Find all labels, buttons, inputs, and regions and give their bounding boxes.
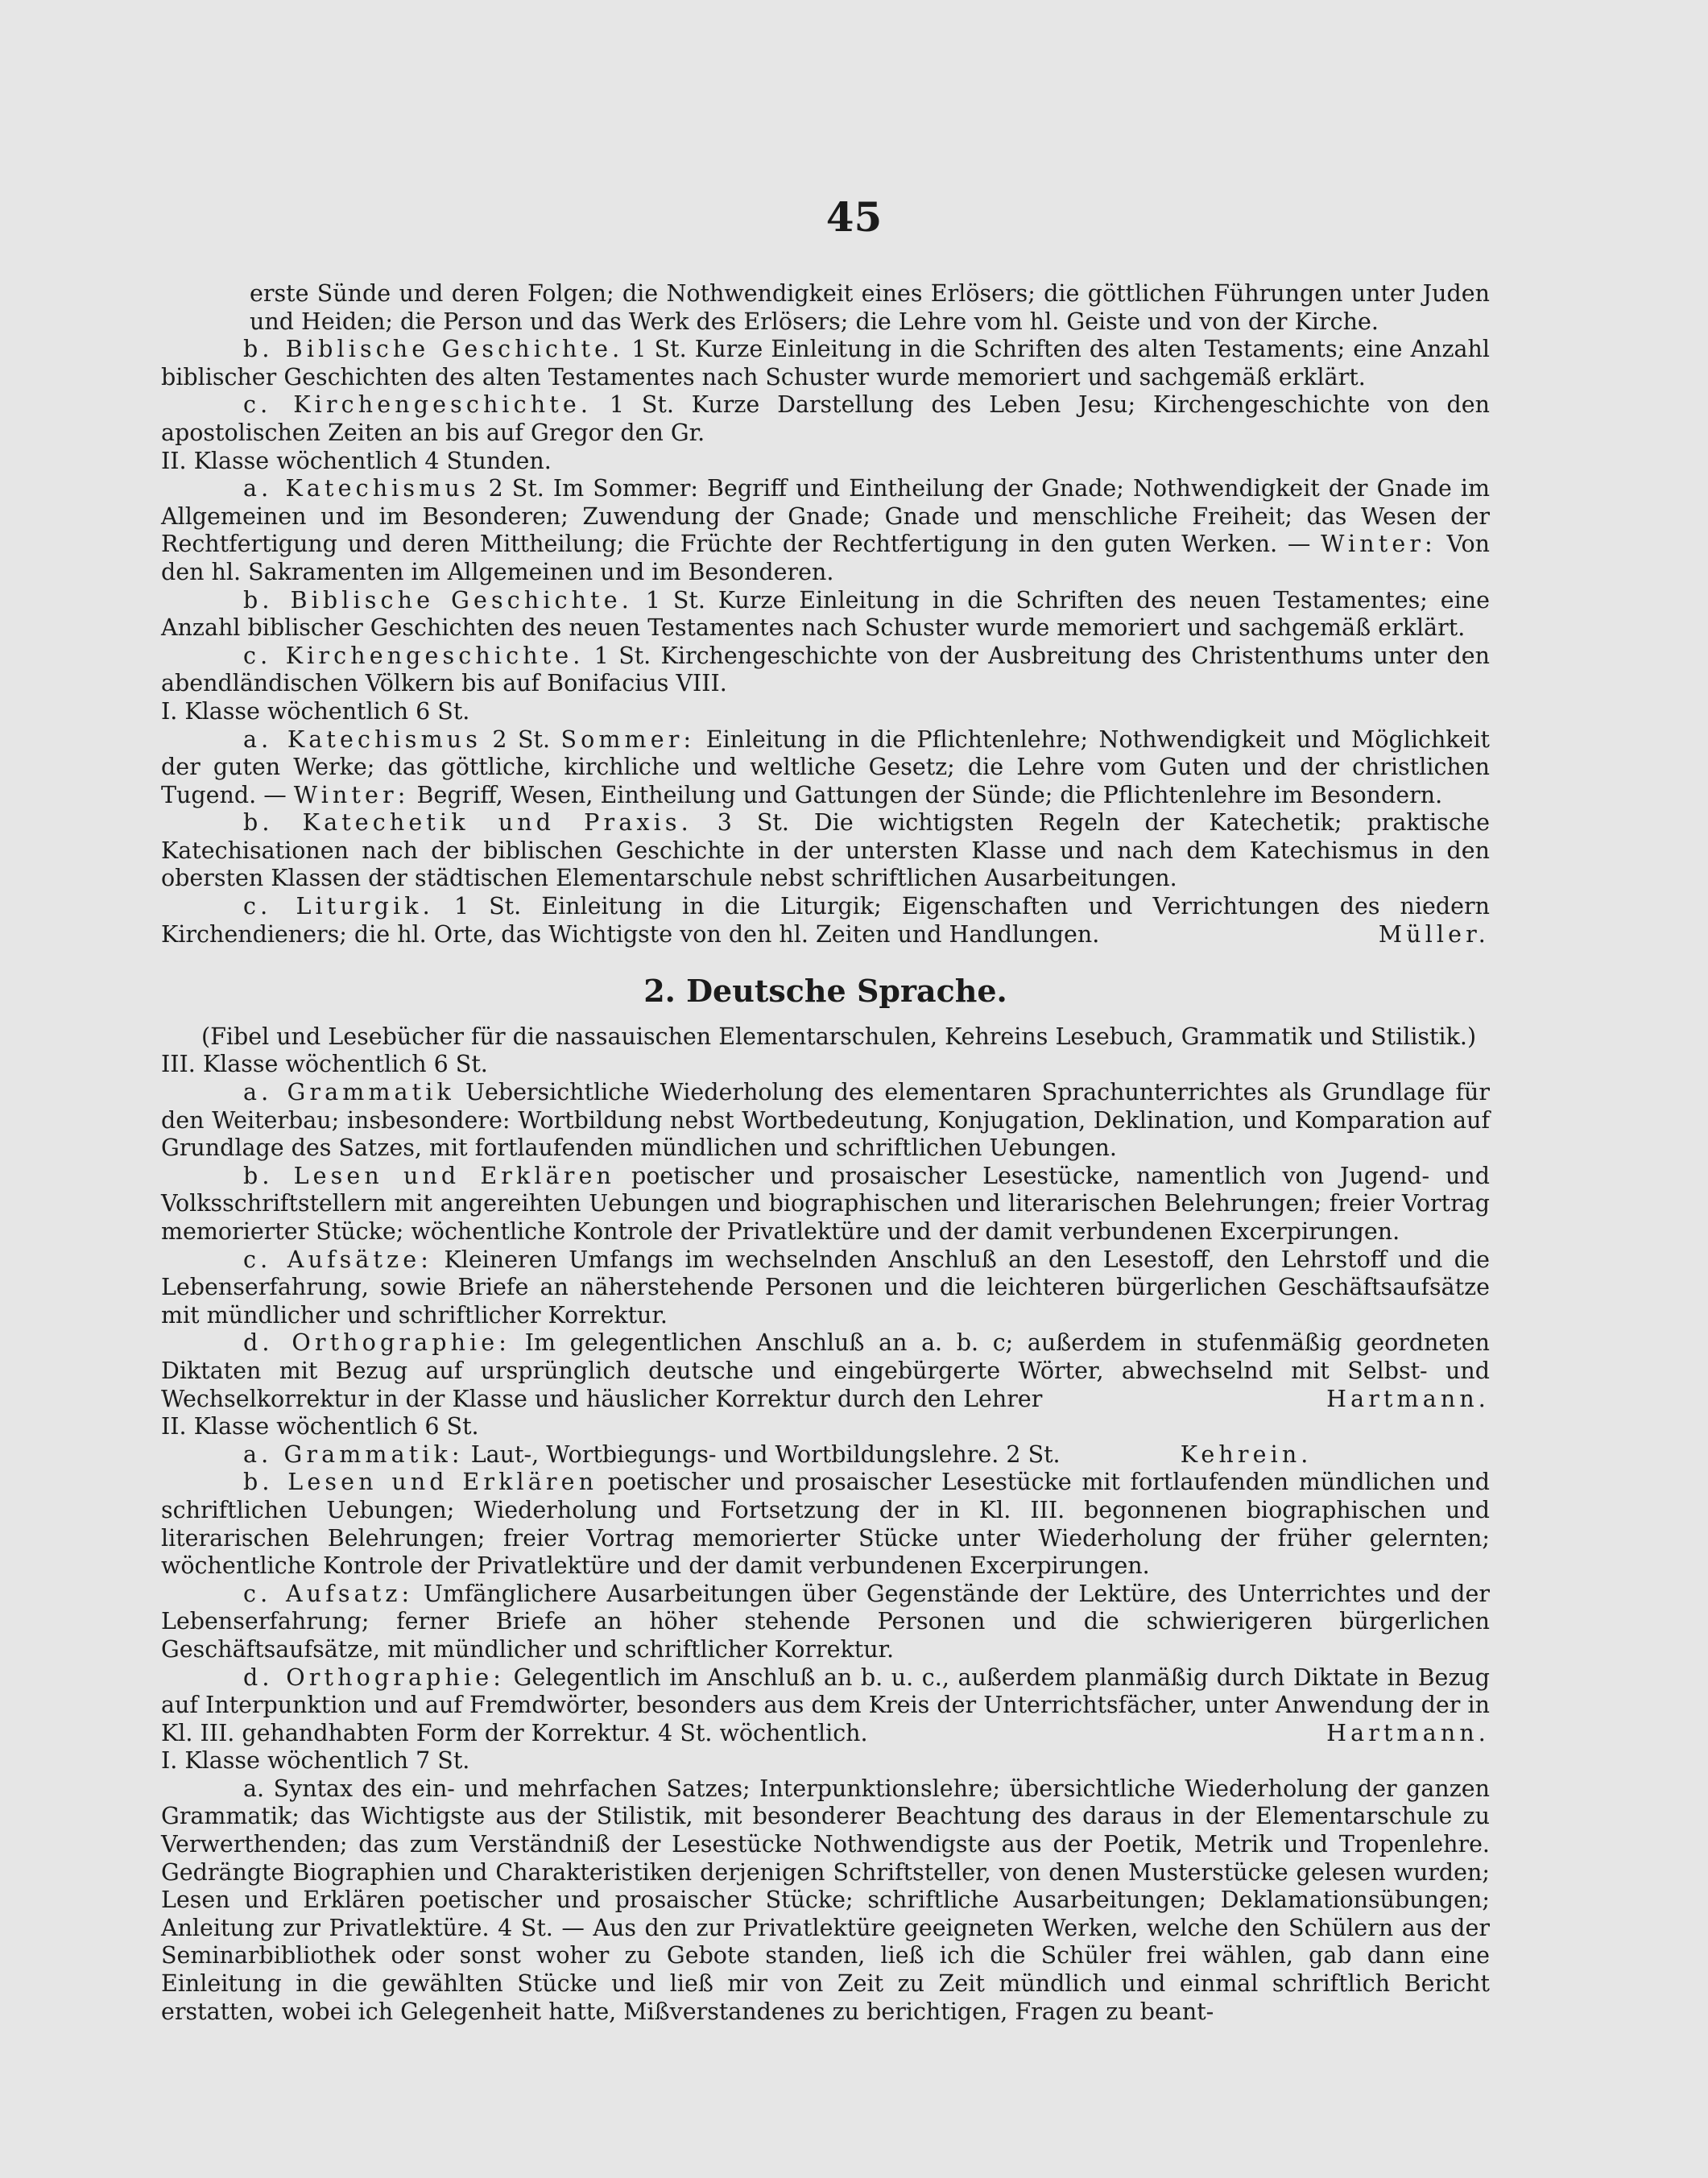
paragraph-grammatik-3: [161, 1079, 1490, 1163]
subject-heading: b. Biblische Geschichte.: [243, 336, 624, 363]
class-heading-ii: II. Klasse wöchentlich 4 Stunden.: [161, 447, 552, 474]
subject-text: 2 St. Im Sommer: Begriff und Eintheilung der Gnade; Nothwendigkeit der Gnade im Allgemeinen und im Besonderen; Zuwendung der Gnade; Gnade und menschliche Freiheit; das Wesen der Rechtfertigung und deren Mittheilung; die Früchte der Rechtfertigung in den guten Werken. —: [161, 475, 1490, 558]
author-name: Kehrein.: [1180, 1440, 1313, 1468]
paragraph-biblische-geschichte-2: [161, 587, 1490, 643]
class-heading-i-deutsch: I. Klasse wöchentlich 7 St.: [161, 1747, 470, 1775]
subject-text: poetischer und prosaischer Lesestücke mit fortlaufenden mündlichen und schriftlichen Uebungen; Wiederholung und Fortsetzung der in Kl. III. begonnenen biographischen und literarischen Belehrungen; freier Vortrag memorierter Stücke unter Wiederholung der früher gelernten; wöchentliche Kontrole der Privatlektüre und der damit verbundenen Excerpirungen.: [161, 1469, 1490, 1580]
paragraph-kirchengeschichte-3: [161, 391, 1490, 447]
paragraph-orthographie-2: [161, 1664, 1490, 1748]
paragraph-lesen-2: [161, 1469, 1490, 1580]
subject-text: Einleitung in die Pflichtenlehre; Nothwendigkeit und Möglichkeit der guten Werke; das göttliche, kirchliche und weltliche Gesetz; die Lehre vom Guten und der christlichen Tugend. —: [161, 725, 1491, 808]
subject-text: Laut-, Wortbiegungs- und Wortbildungslehre. 2 St.: [470, 1440, 1061, 1468]
class-heading-i: I. Klasse wöchentlich 6 St.: [161, 697, 470, 725]
author-name: Müller.: [1378, 920, 1490, 948]
season-label: Sommer:: [560, 725, 696, 753]
subject-heading: c. Liturgik.: [243, 893, 434, 920]
subject-heading: a. Katechismus: [243, 725, 482, 753]
subject-text: 1 St. Kurze Darstellung des Leben Jesu; Kirchengeschichte von den apostolischen Zeiten an bis auf Gregor den Gr.: [161, 391, 1490, 446]
season-label: Winter:: [293, 781, 410, 808]
paragraph-aufsaetze-3: [161, 1246, 1490, 1330]
paragraph-orthographie-3: [161, 1329, 1490, 1413]
subject-heading: b. Lesen und Erklären: [243, 1469, 598, 1496]
paragraph-continuation: erste Sünde und deren Folgen; die Nothwendigkeit eines Erlösers; die göttlichen Führungen unter Juden und Heiden; die Person und das Werk des Erlösers; die Lehre vom hl. Geiste und von der Kirche.: [250, 280, 1490, 335]
author-name: Hartmann.: [1326, 1385, 1490, 1412]
section-title: 2. Deutsche Sprache.: [643, 973, 1007, 1010]
subject-text: 3 St. Die wichtigsten Regeln der Katechetik; praktische Katechisationen nach der biblischen Geschichte in der untersten Klasse und nach dem Katechismus in den obersten Klassen der städtischen Elementarschule nebst schriftlichen Ausarbeitungen.: [161, 809, 1490, 892]
paragraph-kirchengeschichte-2: [161, 643, 1490, 698]
subject-text: Im gelegentlichen Anschluß an a. b. c; außerdem in stufenmäßig geordneten Diktaten mit Bezug auf ursprünglich deutsche und eingebürgerte Wörter, abwechselnd mit Selbst- und Wechselkorrektur in der Klasse und häuslicher Korrektur durch den Lehrer: [161, 1329, 1490, 1412]
author-name: Hartmann.: [1326, 1719, 1490, 1746]
subject-text: Gelegentlich im Anschluß an b. u. c., außerdem planmäßig durch Diktate in Bezug auf Interpunktion und auf Fremdwörter, besonders aus dem Kreis der Unterrichtsfächer, unter Anwendung der in Kl. III. gehandhabten Form der Korrektur. 4 St. wöchentlich.: [161, 1663, 1490, 1746]
subject-text: 1 St. Einleitung in die Liturgik; Eigenschaften und Verrichtungen des niedern Kirchendieners; die hl. Orte, das Wichtigste von den hl. Zeiten und Handlungen.: [161, 893, 1490, 948]
subject-heading: d. Orthographie:: [243, 1663, 505, 1691]
paragraph-aufsatz-2: [161, 1581, 1490, 1664]
paragraph-liturgik: [161, 893, 1490, 948]
section-subtitle: (Fibel und Lesebücher für die nassauischen Elementarschulen, Kehreins Lesebuch, Grammatik und Stilistik.): [201, 1023, 1477, 1050]
subject-heading: c. Aufsatz:: [243, 1580, 414, 1607]
subject-text: Uebersichtliche Wiederholung des elementaren Sprachunterrichtes als Grundlage für den Weiterbau; insbesondere: Wortbildung nebst Wortbedeutung, Konjugation, Deklination, und Komparation auf Grundlage des Satzes, mit fortlaufenden mündlichen und schriftlichen Uebungen.: [161, 1079, 1491, 1162]
season-label: Winter:: [1321, 531, 1437, 558]
paragraph-katechetik: [161, 809, 1490, 893]
subject-heading: a. Grammatik:: [243, 1440, 464, 1468]
subject-heading: c. Kirchengeschichte.: [243, 642, 585, 669]
paragraph-katechismus-2: [161, 475, 1490, 586]
subject-heading: d. Orthographie:: [243, 1329, 511, 1357]
subject-text: Begriff, Wesen, Eintheilung und Gattungen der Sünde; die Pflichtenlehre im Besondern.: [416, 781, 1443, 808]
subject-heading: b. Lesen und Erklären: [243, 1162, 616, 1189]
paragraph-lesen-3: [161, 1163, 1490, 1246]
subject-text: Kleineren Umfangs im wechselnden Anschluß an den Lesestoff, den Lehrstoff und die Lebenserfahrung, sowie Briefe an näherstehende Personen und die leichteren bürgerlichen Geschäftsaufsätze mit mündlicher und schriftlicher Korrektur.: [161, 1246, 1490, 1329]
subject-heading: c. Aufsätze:: [243, 1246, 433, 1273]
subject-text: Umfänglichere Ausarbeitungen über Gegenstände der Lektüre, des Unterrichtes und der Lebenserfahrung; ferner Briefe an höher stehende Personen und die schwierigeren bürgerlichen Geschäftsaufsätze, mit mündlicher und schriftlicher Korrektur.: [161, 1580, 1490, 1663]
subject-text: 1 St. Kurze Einleitung in die Schriften des alten Testaments; eine Anzahl biblischer Geschichten des alten Testamentes nach Schuster wurde memoriert und sachgemäß erklärt.: [161, 336, 1490, 391]
paragraph-biblische-geschichte-3: [161, 336, 1490, 391]
paragraph-syntax-1: a. Syntax des ein- und mehrfachen Satzes; Interpunktionslehre; übersichtliche Wiederholung der ganzen Grammatik; das Wichtigste aus der Stilistik, mit besonderer Beachtung des daraus in der Elementarschule zu Verwerthenden; das zum Verständniß der Lesestücke Nothwendigste aus der Poetik, Metrik und Tropenlehre. Gedrängte Biographien und Charakteristiken derjenigen Schriftsteller, von denen Musterstücke gelesen wurden; Lesen und Erklären poetischer und prosaischer Stücke; schriftliche Ausarbeitungen; Deklamationsübungen; Anleitung zur Privatlektüre. 4 St. — Aus den zur Privatlektüre geeigneten Werken, welche den Schülern aus der Seminarbibliothek oder sonst woher zu Gebote standen, ließ ich die Schüler frei wählen, gab dann eine Einleitung in die gewählten Stücke und ließ mir von Zeit zu Zeit mündlich und einmal schriftlich Bericht erstatten, wobei ich Gelegenheit hatte, Mißverstandenes zu berichtigen, Fragen zu beant-: [161, 1775, 1490, 2025]
paragraph-grammatik-2: [161, 1441, 1490, 1469]
subject-text: 1 St. Kurze Einleitung in die Schriften des neuen Testamentes; eine Anzahl biblischer Geschichten des neuen Testamentes nach Schuster wurde memoriert und sachgemäß erklärt.: [161, 586, 1490, 642]
subject-heading: c. Kirchengeschichte.: [243, 391, 593, 419]
subject-text: Von den hl. Sakramenten im Allgemeinen und im Besonderen.: [161, 531, 1490, 585]
subject-heading: b. Katechetik und Praxis.: [243, 809, 693, 837]
subject-text: poetischer und prosaischer Lesestücke, namentlich von Jugend- und Volksschriftstellern mit angereihten Uebungen und biographischen und literarischen Belehrungen; freier Vortrag memorierter Stücke; wöchentliche Kontrole der Privatlektüre und der damit verbundenen Excerpirungen.: [161, 1162, 1490, 1245]
subject-heading: b. Biblische Geschichte.: [243, 586, 633, 614]
class-heading-ii-deutsch: II. Klasse wöchentlich 6 St.: [161, 1413, 479, 1440]
paragraph-katechismus-1: [161, 726, 1490, 810]
body-text: [161, 280, 1490, 2026]
subject-heading: a. Grammatik: [243, 1079, 455, 1106]
page-number: 45: [825, 193, 883, 241]
class-heading-iii: III. Klasse wöchentlich 6 St.: [161, 1051, 488, 1078]
subject-heading: a. Katechismus: [243, 475, 480, 502]
subject-text: 2 St.: [492, 725, 551, 753]
subject-text: 1 St. Kirchengeschichte von der Ausbreitung des Christenthums unter den abendländischen Völkern bis auf Bonifacius VIII.: [161, 642, 1490, 697]
